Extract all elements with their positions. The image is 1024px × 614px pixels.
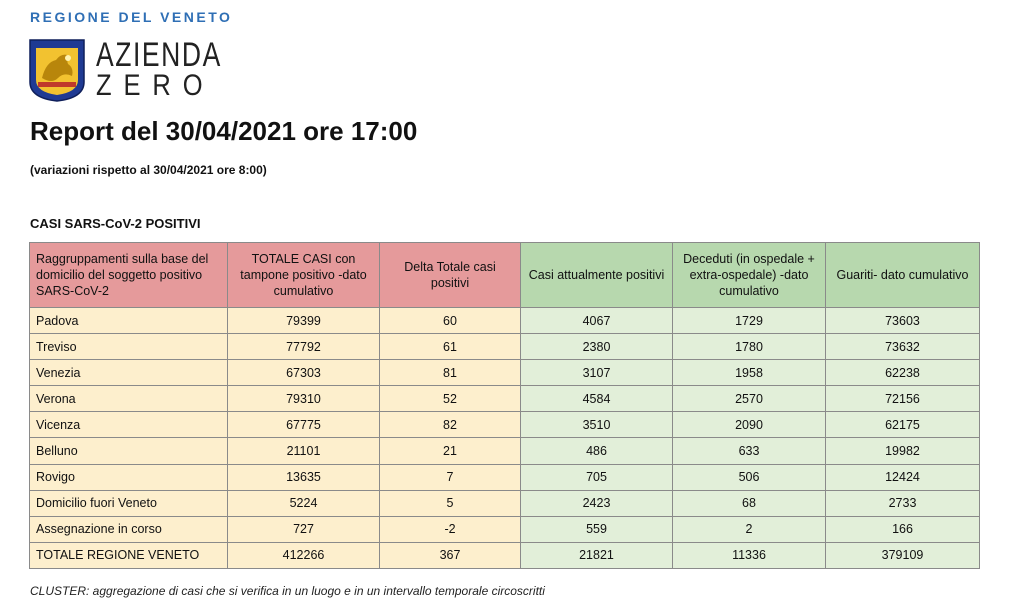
cell-current: 2380: [521, 334, 673, 360]
azienda-zero-logo: [28, 36, 222, 102]
table-row: [30, 516, 980, 542]
cell-recovered: 62175: [826, 412, 980, 438]
cell-area: Domicilio fuori Veneto: [30, 490, 228, 516]
cell-deceased: 2090: [673, 412, 826, 438]
header-total-cases: TOTALE CASI con tampone positivo -dato cumulativo: [228, 243, 380, 308]
page-subtitle: (variazioni rispetto al 30/04/2021 ore 8:00): [30, 163, 267, 177]
header-grouping: Raggruppamenti sulla base del domicilio del soggetto positivo SARS-CoV-2: [30, 243, 228, 308]
cell-area: Belluno: [30, 438, 228, 464]
cell-recovered: 19982: [826, 438, 980, 464]
table-row: [30, 386, 980, 412]
cell-area: Verona: [30, 386, 228, 412]
cell-area: Padova: [30, 308, 228, 334]
cell-area: Vicenza: [30, 412, 228, 438]
cell-current: 3510: [521, 412, 673, 438]
section-title: CASI SARS-CoV-2 POSITIVI: [30, 216, 201, 231]
header-deceased: Deceduti (in ospedale + extra-ospedale) -dato cumulativo: [673, 243, 826, 308]
cell-recovered: 2733: [826, 490, 980, 516]
table-row: [30, 360, 980, 386]
cell-delta: 61: [380, 334, 521, 360]
footnote: CLUSTER: aggregazione di casi che si verifica in un luogo e in un intervallo temporale circoscritti: [30, 584, 545, 598]
header-delta: Delta Totale casi positivi: [380, 243, 521, 308]
cell-deceased: 506: [673, 464, 826, 490]
cell-delta: -2: [380, 516, 521, 542]
table-row-total: [30, 542, 980, 568]
header-recovered: Guariti- dato cumulativo: [826, 243, 980, 308]
cell-deceased: 1729: [673, 308, 826, 334]
table-row: [30, 490, 980, 516]
cell-total: 727: [228, 516, 380, 542]
cell-deceased: 2570: [673, 386, 826, 412]
table-header-row: [30, 243, 980, 308]
cell-current: 486: [521, 438, 673, 464]
cell-total: 21101: [228, 438, 380, 464]
cell-deceased: 1958: [673, 360, 826, 386]
cell-area: Rovigo: [30, 464, 228, 490]
cell-recovered: 12424: [826, 464, 980, 490]
cell-recovered: 379109: [826, 542, 980, 568]
cell-recovered: 73632: [826, 334, 980, 360]
cell-total: 67303: [228, 360, 380, 386]
cell-current: 21821: [521, 542, 673, 568]
cell-delta: 52: [380, 386, 521, 412]
cell-recovered: 73603: [826, 308, 980, 334]
cell-current: 3107: [521, 360, 673, 386]
cell-total: 412266: [228, 542, 380, 568]
cell-deceased: 1780: [673, 334, 826, 360]
cell-total: 13635: [228, 464, 380, 490]
lion-of-saint-mark-icon: [28, 38, 86, 102]
cell-current: 2423: [521, 490, 673, 516]
cell-delta: 81: [380, 360, 521, 386]
table-row: [30, 308, 980, 334]
cell-recovered: 62238: [826, 360, 980, 386]
brand-line-1: AZIENDA: [96, 36, 222, 74]
table-row: [30, 412, 980, 438]
region-label: REGIONE DEL VENETO: [30, 9, 233, 25]
cell-total: 79310: [228, 386, 380, 412]
cell-recovered: 166: [826, 516, 980, 542]
cell-deceased: 11336: [673, 542, 826, 568]
cell-total: 5224: [228, 490, 380, 516]
cell-deceased: 633: [673, 438, 826, 464]
cell-total: 77792: [228, 334, 380, 360]
cell-current: 4067: [521, 308, 673, 334]
cell-current: 559: [521, 516, 673, 542]
cell-delta: 21: [380, 438, 521, 464]
table-row: [30, 334, 980, 360]
cell-delta: 82: [380, 412, 521, 438]
brand-line-2: ZERO: [96, 69, 215, 102]
cell-area: Treviso: [30, 334, 228, 360]
cell-area: TOTALE REGIONE VENETO: [30, 542, 228, 568]
table-row: [30, 438, 980, 464]
table-row: [30, 464, 980, 490]
cell-area: Assegnazione in corso: [30, 516, 228, 542]
cell-total: 67775: [228, 412, 380, 438]
cell-deceased: 68: [673, 490, 826, 516]
header-current-positive: Casi attualmente positivi: [521, 243, 673, 308]
cell-area: Venezia: [30, 360, 228, 386]
cell-delta: 367: [380, 542, 521, 568]
cell-deceased: 2: [673, 516, 826, 542]
cell-current: 705: [521, 464, 673, 490]
cell-total: 79399: [228, 308, 380, 334]
page-title: Report del 30/04/2021 ore 17:00: [30, 116, 418, 146]
cell-current: 4584: [521, 386, 673, 412]
cell-delta: 5: [380, 490, 521, 516]
cell-delta: 7: [380, 464, 521, 490]
cell-delta: 60: [380, 308, 521, 334]
cell-recovered: 72156: [826, 386, 980, 412]
cases-table: [29, 242, 980, 569]
